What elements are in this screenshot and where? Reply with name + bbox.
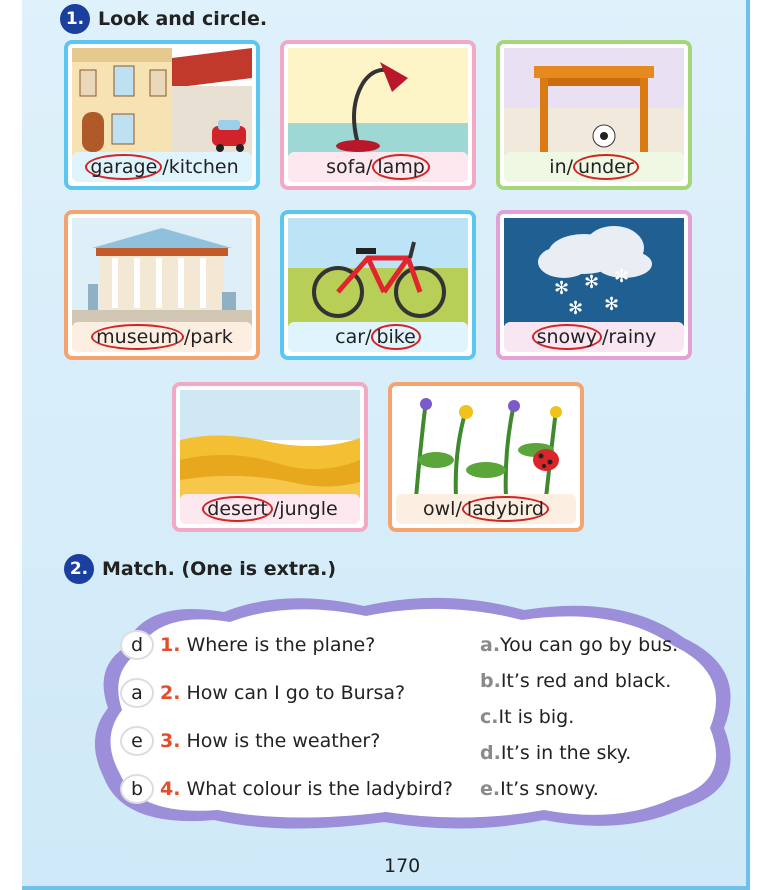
question-number: 4.	[160, 778, 181, 800]
other-word: jungle	[279, 498, 338, 520]
separator: /	[162, 156, 169, 178]
card-snowy-rainy	[496, 210, 692, 360]
question-number: 1.	[160, 634, 181, 656]
answer-text: It’s snowy.	[500, 778, 599, 800]
question-row	[120, 726, 380, 756]
question-row	[120, 678, 405, 708]
section-1-title: Look and circle.	[98, 8, 268, 30]
other-word: in	[549, 156, 567, 178]
circled-word: lamp	[372, 154, 430, 180]
separator: /	[183, 326, 191, 348]
answer-option	[480, 634, 678, 656]
svg-text:✻: ✻	[604, 294, 620, 315]
other-word: owl	[423, 498, 456, 520]
answer-option	[480, 706, 574, 728]
circled-word: bike	[371, 324, 420, 350]
answer-option	[480, 778, 599, 800]
other-word: car	[335, 326, 366, 348]
section-2-title: Match. (One is extra.)	[102, 558, 337, 580]
other-word: sofa	[326, 156, 366, 178]
answer-letter: d.	[480, 742, 501, 764]
separator: /	[365, 156, 373, 178]
separator: /	[566, 156, 574, 178]
question-row	[120, 630, 375, 660]
circled-word: under	[573, 154, 639, 180]
question-text: What colour is the ladybird?	[186, 778, 453, 800]
card-garage-kitchen	[64, 40, 260, 190]
answer-input[interactable]: b	[120, 774, 154, 804]
circled-word: garage	[85, 154, 162, 180]
house-garage-image	[72, 48, 252, 156]
card-label	[180, 494, 360, 524]
card-owl-ladybird	[388, 382, 584, 532]
card-sofa-lamp	[280, 40, 476, 190]
answer-text: You can go by bus.	[500, 634, 679, 656]
card-in-under	[496, 40, 692, 190]
question-number: 3.	[160, 730, 181, 752]
card-label	[504, 152, 684, 182]
svg-text:✻: ✻	[584, 272, 600, 293]
separator: /	[455, 498, 462, 520]
question-text: How is the weather?	[186, 730, 381, 752]
answer-input[interactable]: a	[120, 678, 154, 708]
card-car-bike	[280, 210, 476, 360]
separator: /	[601, 326, 609, 348]
workbook-page	[22, 0, 750, 890]
answer-input[interactable]: e	[120, 726, 154, 756]
svg-text:✻: ✻	[554, 278, 570, 299]
desert-image	[180, 390, 360, 498]
question-number: 2.	[160, 682, 181, 704]
other-word: rainy	[608, 326, 657, 348]
card-desert-jungle	[172, 382, 368, 532]
circled-word: museum	[91, 324, 184, 350]
answer-input[interactable]: d	[120, 630, 154, 660]
ladybird-plants-image	[396, 390, 576, 498]
question-text: Where is the plane?	[186, 634, 376, 656]
card-label	[72, 322, 252, 352]
other-word: park	[190, 326, 233, 348]
svg-text:✻: ✻	[614, 266, 630, 287]
answer-text: It’s in the sky.	[500, 742, 632, 764]
card-label	[504, 322, 684, 352]
card-label	[396, 494, 576, 524]
separator: /	[272, 498, 280, 520]
answer-letter: c.	[480, 706, 499, 728]
circled-word: ladybird	[462, 496, 549, 522]
table-ball-image	[504, 48, 684, 156]
section-2-heading	[64, 554, 336, 584]
circled-word: desert	[202, 496, 273, 522]
page-number: 170	[384, 855, 421, 877]
section-1-number: 1.	[60, 4, 90, 34]
separator: /	[365, 326, 372, 348]
answer-option	[480, 670, 671, 692]
question-row	[120, 774, 453, 804]
answer-text: It is big.	[498, 706, 575, 728]
card-museum-park	[64, 210, 260, 360]
card-label	[288, 152, 468, 182]
bike-image	[288, 218, 468, 326]
snow-cloud-image	[504, 218, 684, 326]
answer-letter: e.	[480, 778, 501, 800]
circled-word: snowy	[532, 324, 602, 350]
question-text: How can I go to Bursa?	[186, 682, 406, 704]
answer-option	[480, 742, 631, 764]
other-word: kitchen	[168, 156, 239, 178]
card-label	[72, 152, 252, 182]
lamp-image	[288, 48, 468, 156]
svg-text:✻: ✻	[568, 298, 584, 319]
section-1-heading	[60, 4, 267, 34]
card-label	[288, 322, 468, 352]
answer-letter: a.	[480, 634, 501, 656]
section-2-number: 2.	[64, 554, 94, 584]
museum-image	[72, 218, 252, 326]
answer-text: It’s red and black.	[500, 670, 672, 692]
answer-letter: b.	[480, 670, 501, 692]
